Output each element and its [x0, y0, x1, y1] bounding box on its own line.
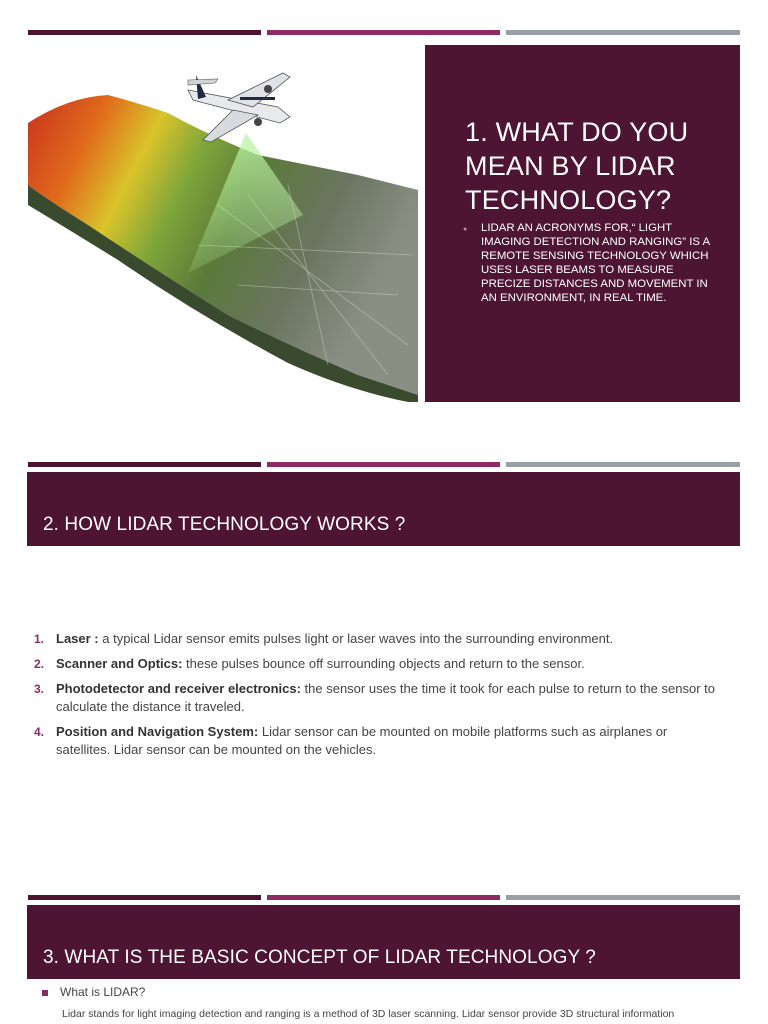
divider-stripe-gray: [506, 30, 740, 35]
slide-title: 1. WHAT DO YOU MEAN BY LIDAR TECHNOLOGY?: [465, 117, 689, 215]
list-item: [34, 680, 724, 716]
airplane-lidar-scan-icon: [28, 45, 420, 402]
divider-stripe-gray: [506, 895, 740, 900]
divider-stripe-magenta: [267, 895, 500, 900]
square-bullet-icon: [42, 990, 48, 996]
term: Photodetector and receiver electronics:: [56, 681, 301, 696]
definition: the sensor uses the time it took for each pulse to return to the sensor to calculate the distance it traveled.: [56, 681, 715, 714]
section-title: 2. HOW LIDAR TECHNOLOGY WORKS ?: [43, 514, 406, 535]
term: Laser :: [56, 631, 99, 646]
section-title: 3. WHAT IS THE BASIC CONCEPT OF LIDAR TECHNOLOGY ?: [43, 947, 596, 968]
list-number: 1.: [34, 632, 45, 646]
title-panel: [425, 45, 740, 402]
divider-stripe-dark: [28, 462, 261, 467]
definition: a typical Lidar sensor emits pulses light or laser waves into the surrounding environment.: [98, 631, 614, 646]
divider-stripe-magenta: [267, 462, 500, 467]
section-banner: [27, 472, 740, 546]
bullet-item: [465, 221, 715, 305]
list-number: 3.: [34, 682, 45, 696]
bullet-text: What is LIDAR?: [60, 985, 146, 999]
list-item: [34, 630, 724, 648]
term: Scanner and Optics:: [56, 656, 183, 671]
bullet-text: LIDAR AN ACRONYMS FOR,“ LIGHT IMAGING DETECTION AND RANGING” IS A REMOTE SENSING TECHNOLOGY WHICH USES LASER BEAMS TO MEASURE PRECIZE DISTANCES AND MOVEMENT IN AN ENVIRONMENT, IN REAL TIME.: [481, 222, 710, 304]
definition: Lidar sensor can be mounted on mobile platforms such as airplanes or satellites. Lidar sensor can be mounted on the vehicles.: [56, 724, 668, 757]
divider-stripe-dark: [28, 895, 261, 900]
list-number: 2.: [34, 657, 45, 671]
divider-stripe-magenta: [267, 30, 500, 35]
divider-stripe-dark: [28, 30, 261, 35]
bullet-item: [42, 985, 145, 999]
list-number: 4.: [34, 725, 45, 739]
paragraph: Lidar stands for light imaging detection and ranging is a method of 3D laser scanning. Lidar sensor provide 3D structural information: [62, 1008, 675, 1020]
term: Position and Navigation System:: [56, 724, 259, 739]
section-banner: [27, 905, 740, 979]
definition: these pulses bounce off surrounding objects and return to the sensor.: [182, 656, 585, 671]
list-item: [34, 723, 724, 759]
divider-stripe-gray: [506, 462, 740, 467]
bullet-dot-icon: ●: [463, 226, 468, 233]
list-item: [34, 655, 724, 673]
steps-list: [34, 630, 724, 766]
